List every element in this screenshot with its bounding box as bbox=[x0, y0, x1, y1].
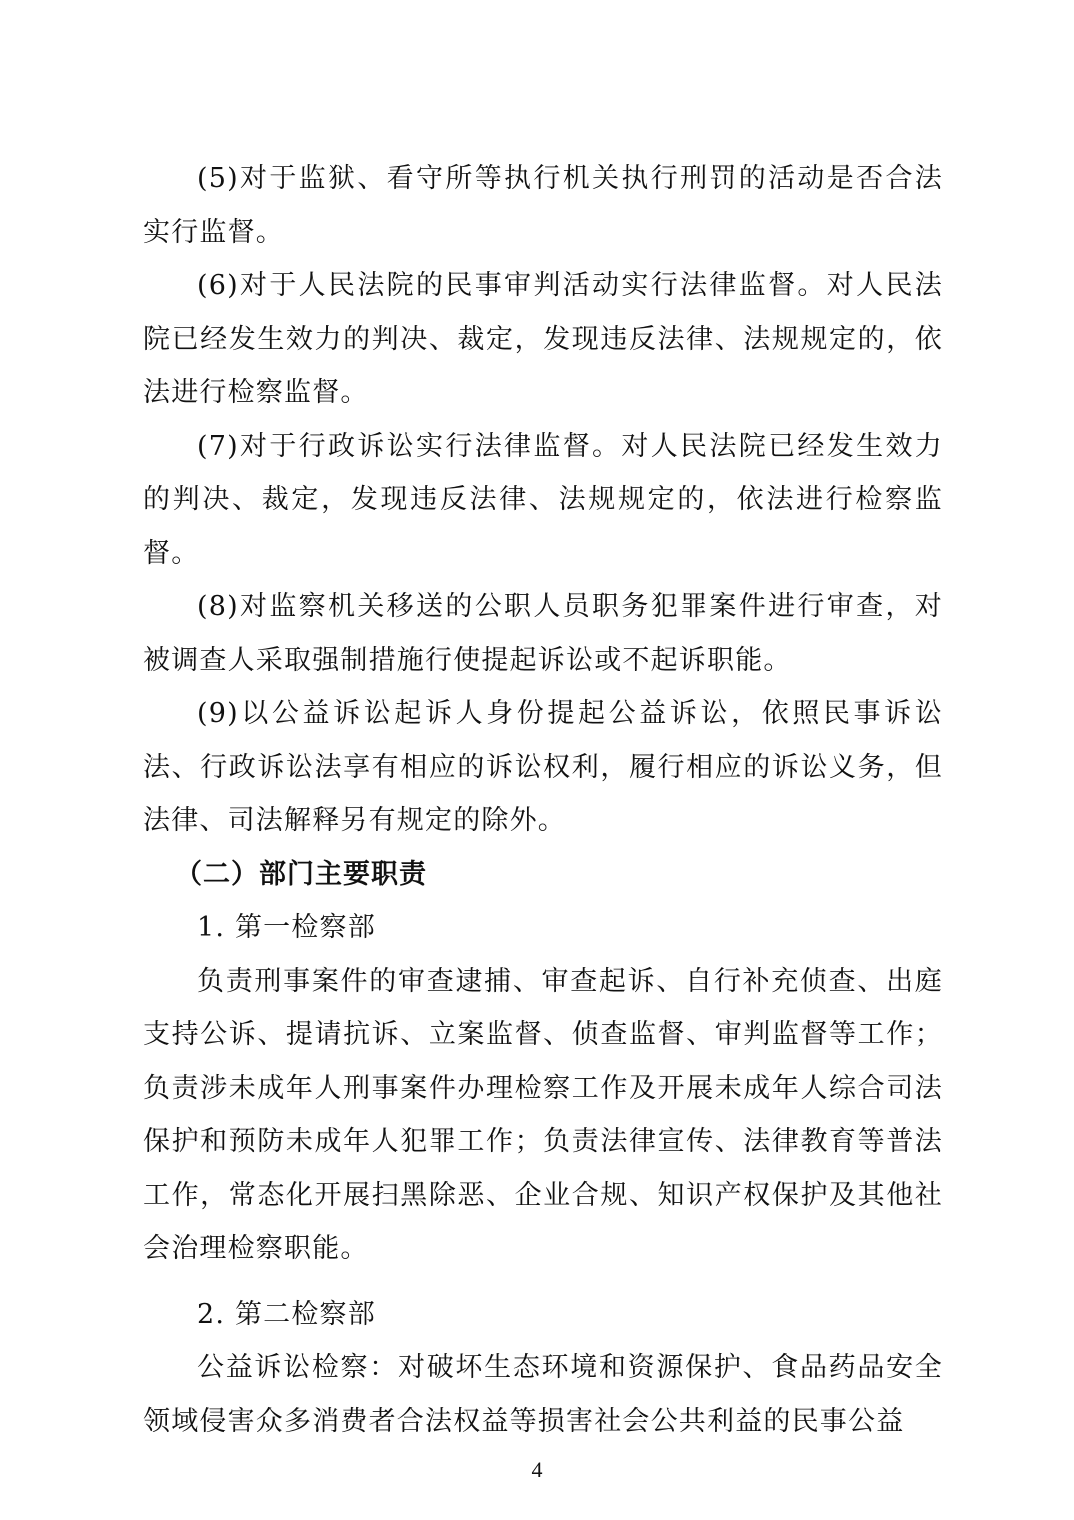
paragraph-item-9: (9)以公益诉讼起诉人身份提起公益诉讼，依照民事诉讼法、行政诉讼法享有相应的诉讼权利，履行相应的诉讼义务，但法律、司法解释另有规定的除外。 bbox=[143, 698, 943, 836]
dept2-body: 公益诉讼检察：对破坏生态环境和资源保护、食品药品安全领域侵害众多消费者合法权益等损害社会公共利益的民事公益 bbox=[143, 1352, 943, 1437]
document-body bbox=[143, 152, 943, 1448]
paragraph-item-8: (8)对监察机关移送的公职人员职务犯罪案件进行审查，对被调查人采取强制措施行使提起诉讼或不起诉职能。 bbox=[143, 591, 943, 676]
dept2-title: 2. 第二检察部 bbox=[197, 1298, 376, 1330]
paragraph-item-5: (5)对于监狱、看守所等执行机关执行刑罚的活动是否合法实行监督。 bbox=[143, 163, 943, 248]
section-heading: （二）部门主要职责 bbox=[175, 858, 427, 890]
dept1-body: 负责刑事案件的审查逮捕、审查起诉、自行补充侦查、出庭支持公诉、提请抗诉、立案监督、侦查监督、审判监督等工作；负责涉未成年人刑事案件办理检察工作及开展未成年人综合司法保护和预防未成年人犯罪工作；负责法律宣传、法律教育等普法工作，常态化开展扫黑除恶、企业合规、知识产权保护及其他社会治理检察职能。 bbox=[143, 965, 943, 1264]
paragraph-item-7: (7)对于行政诉讼实行法律监督。对人民法院已经发生效力的判决、裁定，发现违反法律、法规规定的，依法进行检察监督。 bbox=[143, 430, 943, 569]
dept1-title: 1. 第一检察部 bbox=[197, 912, 376, 943]
spacer bbox=[143, 1276, 943, 1288]
paragraph-item-6: (6)对于人民法院的民事审判活动实行法律监督。对人民法院已经发生效力的判决、裁定，发现违反法律、法规规定的，依法进行检察监督。 bbox=[143, 270, 943, 408]
page-number: 4 bbox=[531, 1457, 543, 1482]
